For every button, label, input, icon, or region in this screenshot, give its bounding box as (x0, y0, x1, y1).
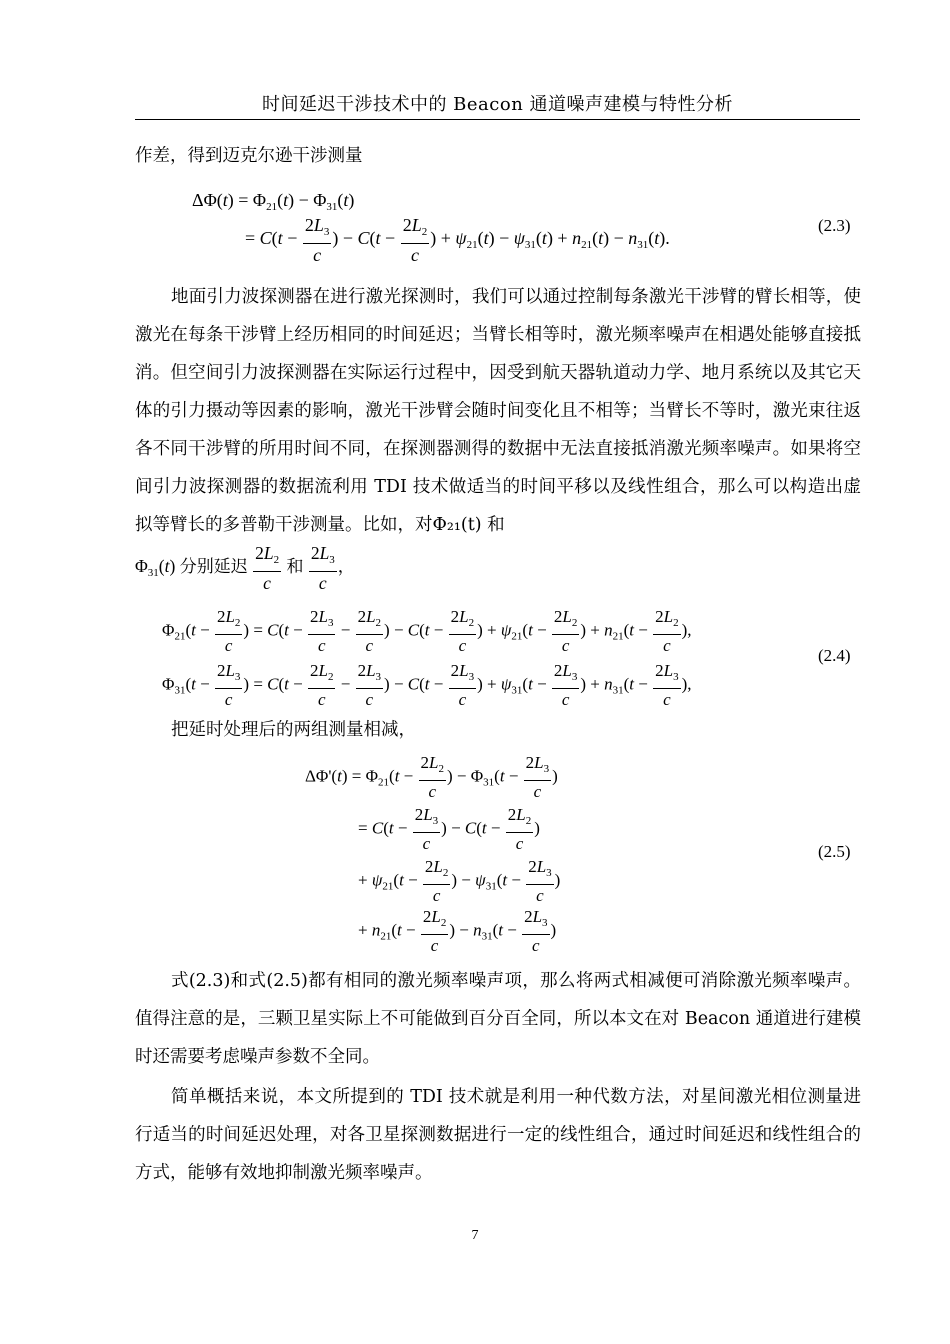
page-number: 7 (471, 1228, 479, 1243)
running-header: 时间延迟干涉技术中的 Beacon 通道噪声建模与特性分析 (261, 94, 734, 115)
equation-2-3-line2: = C(t − $\frac{2L_3}{c}$ ) − C(t − $\frac{2L_2}{c}$ ) + $\psi_{21}(t) - \psi_{31}(t) + n_{21}(t) - n_{31}(t)$. (245, 215, 670, 265)
intro-text: 作差，得到迈克尔逊干涉测量 (135, 146, 363, 166)
equation-number-2-5: (2.5) (818, 842, 851, 861)
paragraph-tdi-intro: 地面引力波探测器在进行激光探测时，我们可以通过控制每条激光干涉臂的臂长相等，使激光在每条干涉臂上经历相同的时间延迟；当臂长相等时，激光频率噪声在相遇处能够直接抵消。但空间引力波探测器在实际运行过程中，因受到航天器轨道动力学、地月系统以及其它天体的引力摄动等因素的影响，激光干涉臂会随时间变化且不相等；当臂长不等时，激光束往返各不同干涉臂的所用时间不同，在探测器测得的数据中无法直接抵消激光频率噪声。如果将空间引力波探测器的数据流利用 TDI 技术做适当的时间平移以及线性组合，那么可以构造出虚拟等臂长的多普勒干涉测量。比如，对Φ₂₁(t) 和 (135, 287, 861, 535)
equation-2-3-line1: $\Delta\Phi(t) = \Phi_{21}(t) - \Phi_{31}(t)$ (192, 190, 355, 213)
paragraph-summary: 简单概括来说，本文所提到的 TDI 技术就是利用一种代数方法，对星间激光相位测量进行适当的时间延迟处理，对各卫星探测数据进行一定的线性组合，通过时间延迟和线性组合的方式，能够有效地抑制激光频率噪声。 (135, 1087, 861, 1183)
equation-2-5-line4: + $n_{21}(t$ − $\frac{2L_2}{c}$ ) − $n_{31}(t$ − $\frac{2L_3}{c}$ ) (358, 907, 557, 955)
equation-2-5-line1: $\Delta\Phi'(t) = \Phi_{21}(t$ − $\frac{2L_2}{c}$ ) − $\Phi_{31}(t$ − $\frac{2L_3}{c}$ ) (305, 753, 558, 801)
equation-number-2-4: (2.4) (818, 646, 851, 665)
equation-2-4-line1: $\Phi_{21}(t$ − $\frac{2L_2}{c}$ ) = C(t − $\frac{2L_3}{c}$ − $\frac{2L_2}{c}$ ) − C(t − $\frac{2L_2}{c}$ ) + $\psi_{21}(t$ − $\frac{2L_2}{c}$ ) + $n_{21}(t$ − $\frac{2L_2}{c}$ ), (162, 607, 692, 655)
subtract-text: 把延时处理后的两组测量相减， (171, 720, 416, 740)
delay-text-a: 分别延迟 (179, 557, 248, 578)
equation-2-5-line2: = C(t − $\frac{2L_3}{c}$ ) − C(t − $\frac{2L_2}{c}$ ) (358, 805, 540, 853)
paragraph-noise-cancel: 式(2.3)和式(2.5)都有相同的激光频率噪声项，那么将两式相减便可消除激光频率噪声。值得注意的是，三颗卫星实际上不可能做到百分百全同，所以本文在对 Beacon 通道进行建模时还需要考虑噪声参数不全同。 (135, 971, 861, 1067)
delay-text-b: 和 (286, 557, 304, 578)
equation-number-2-3: (2.3) (818, 216, 851, 235)
equation-2-4-line2: $\Phi_{31}(t$ − $\frac{2L_3}{c}$ ) = C(t − $\frac{2L_2}{c}$ − $\frac{2L_3}{c}$ ) − C(t − $\frac{2L_3}{c}$ ) + $\psi_{31}(t$ − $\frac{2L_3}{c}$ ) + $n_{31}(t$ − $\frac{2L_3}{c}$ ), (162, 661, 692, 709)
header-rule (135, 119, 860, 120)
delay-line: $\Phi_{31}(t)$ 分别延迟 $\frac{2L_2}{c}$ 和 $\frac{2L_3}{c}$ ， (135, 543, 355, 593)
equation-2-5-line3: + $\psi_{21}(t$ − $\frac{2L_2}{c}$ ) − $\psi_{31}(t$ − $\frac{2L_3}{c}$ ) (358, 857, 561, 905)
delay-text-c: ， (337, 557, 355, 578)
